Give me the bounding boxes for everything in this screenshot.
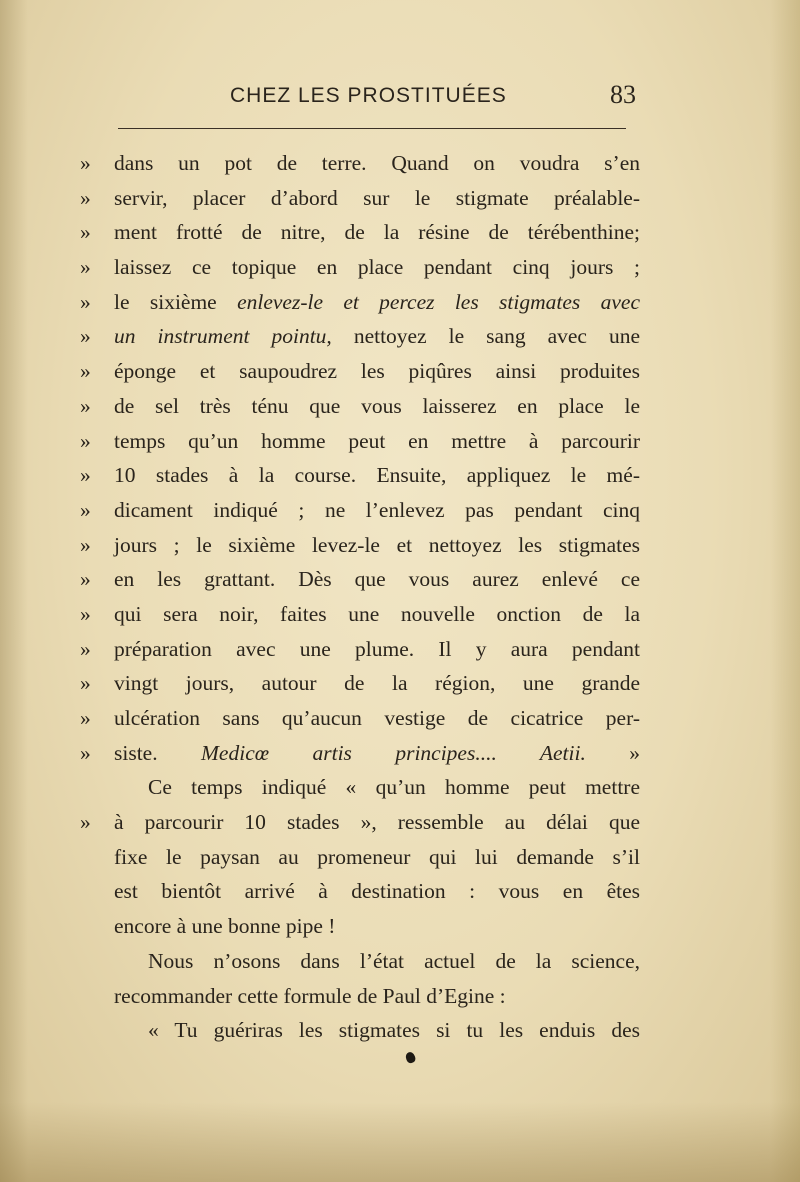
text-line [80,840,640,875]
text-line [80,181,640,216]
text-line [80,736,640,771]
line-text: en les grattant. Dès que vous aurez enlevé ce [114,567,640,592]
quote-mark: » [80,428,91,453]
line-text: encore à une bonne pipe ! [114,914,336,939]
line-text: ment frotté de nitre, de la résine de térébenthine; [114,220,640,245]
ink-spot [404,1051,416,1064]
text-line [80,319,640,354]
line-text: est bientôt arrivé à destination : vous en êtes [114,879,640,904]
line-text: recommander cette formule de Paul d’Egine : [114,983,506,1008]
quote-mark: » [80,671,91,696]
line-text: fixe le paysan au promeneur qui lui demande s’il [114,844,640,869]
text-line [80,285,640,320]
quote-mark [80,840,114,875]
quote-mark [80,909,114,944]
text-line [80,666,640,701]
text-line [80,701,640,736]
line-text: 10 stades à la course. Ensuite, appliquez le mé- [114,463,640,488]
quote-mark [80,944,114,979]
quote-mark: » [80,220,91,245]
line-text: siste. Medicœ artis principes.... Aetii. » [114,740,641,765]
header-rule [118,128,626,129]
line-text: un instrument pointu, nettoyez le sang avec une [114,324,641,349]
quote-mark: » [80,601,91,626]
line-text: jours ; le sixième levez-le et nettoyez les stigmates [114,532,640,557]
text-line [80,562,640,597]
line-text: à parcourir 10 stades », ressemble au délai que [114,810,640,835]
text-line [80,909,640,944]
text-line [80,146,640,181]
body-text [80,146,640,1048]
quote-mark: » [80,740,91,765]
text-line [80,874,640,909]
running-title: CHEZ LES PROSTITUÉES [230,84,507,107]
text-line [80,979,640,1014]
quote-mark: » [80,151,91,175]
text-line [80,597,640,632]
line-text: dicament indiqué ; ne l’enlevez pas pendant cinq [114,497,640,522]
text-line [80,389,640,424]
quote-mark [80,979,114,1014]
text-line [80,632,640,667]
text-line [80,250,640,285]
quote-mark [80,1013,114,1048]
text-line [80,354,640,389]
quote-mark: » [80,567,91,592]
quote-mark: » [80,324,91,349]
line-text: Nous n’osons dans l’état actuel de la science, [148,948,640,973]
quote-mark: » [80,532,91,557]
line-text: vingt jours, autour de la région, une grande [114,671,640,696]
quote-mark: » [80,255,91,280]
text-line [80,424,640,459]
quote-mark: » [80,185,91,210]
quote-mark [80,770,114,805]
quote-mark: » [80,706,91,730]
quote-mark: » [80,463,91,488]
quote-mark: » [80,289,91,314]
page-header [118,80,636,120]
line-text: servir, placer d’abord sur le stigmate préalable- [114,185,640,210]
quote-mark: » [80,359,91,384]
quote-mark: » [80,636,91,661]
text-line [80,944,640,979]
page-number: 83 [610,80,636,109]
page-left-shadow [0,0,28,1182]
text-line [80,770,640,805]
line-text: le sixième enlevez-le et percez les stigmates avec [114,289,640,314]
quote-mark: » [80,810,91,835]
line-text: temps qu’un homme peut en mettre à parcourir [114,428,640,453]
line-text: dans un pot de terre. Quand on voudra s’en [114,151,640,175]
line-text: qui sera noir, faites une nouvelle onction de la [114,601,640,626]
line-text: laissez ce topique en place pendant cinq jours ; [114,255,640,280]
line-text: éponge et saupoudrez les piqûres ainsi produites [114,359,640,384]
text-line [80,493,640,528]
line-text: de sel très ténu que vous laisserez en place le [114,393,640,418]
text-line [80,1013,640,1048]
line-text: Ce temps indiqué « qu’un homme peut mettre [148,775,640,800]
quote-mark [80,874,114,909]
text-line [80,458,640,493]
line-text: « Tu guériras les stigmates si tu les enduis des [148,1018,640,1043]
quote-mark: » [80,497,91,522]
text-line [80,215,640,250]
quote-mark: » [80,393,91,418]
text-line [80,528,640,563]
line-text: préparation avec une plume. Il y aura pendant [114,636,640,661]
text-line [80,805,640,840]
page-bottom-stain [0,1102,800,1182]
line-text: ulcération sans qu’aucun vestige de cicatrice per- [114,706,640,730]
page-right-shadow [770,0,800,1182]
